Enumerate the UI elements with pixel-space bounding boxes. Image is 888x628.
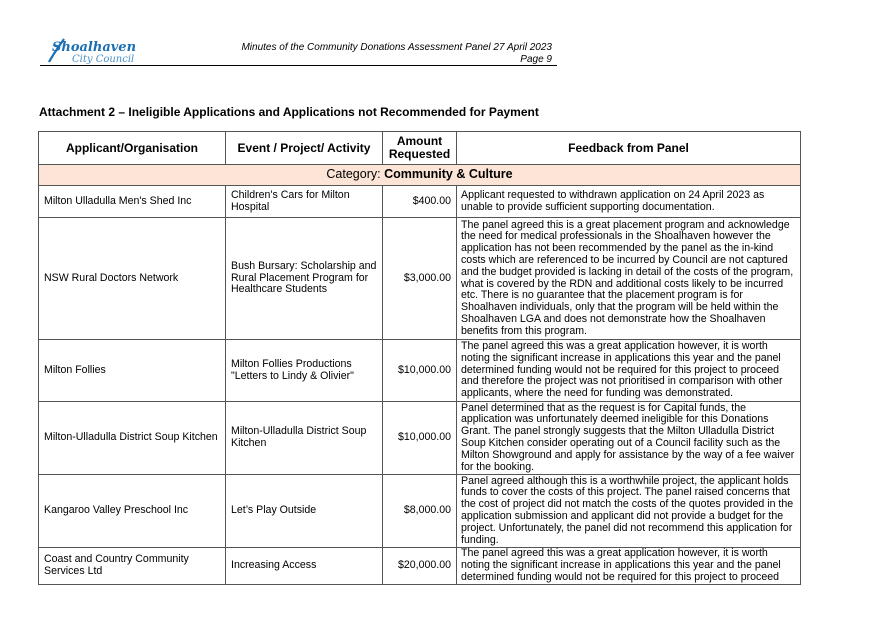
header-title: Minutes of the Community Donations Assessment Panel 27 April 2023 xyxy=(241,42,552,53)
applicant-cell: NSW Rural Doctors Network xyxy=(39,218,226,340)
event-cell: Let’s Play Outside xyxy=(226,475,383,548)
category-row xyxy=(39,165,801,186)
header-event: Event / Project/ Activity xyxy=(226,132,383,165)
event-cell: Children's Cars for Milton Hospital xyxy=(226,186,383,218)
feedback-cell: Panel agreed although this is a worthwhile project, the applicant holds funds to cover the costs of this project. The panel raised concerns that the cost of project did not match the costs of the quotes provided in the application submission and applicant did not provide a budget for the project. Unfortunately, the panel did not recommend this application for funding. xyxy=(457,475,801,548)
header-amount: Amount Requested xyxy=(383,132,457,165)
table-row xyxy=(39,548,801,585)
logo-text-bottom: City Council xyxy=(72,54,135,65)
feedback-cell: The panel agreed this was a great application however, it is worth noting the significant increase in applications this year and the panel determined funding would not be required for this project to proceed and therefore the project was not prioritised in comparison with other applicants, where the need for funding was demonstrated. xyxy=(457,340,801,402)
category-name: Community & Culture xyxy=(384,167,513,182)
amount-cell: $3,000.00 xyxy=(383,218,457,340)
logo-text-top: Shoalhaven xyxy=(52,40,137,55)
feedback-cell: Applicant requested to withdrawn application on 24 April 2023 as unable to provide sufficient supporting documentation. xyxy=(457,186,801,218)
attachment-title: Attachment 2 – Ineligible Applications and Applications not Recommended for Payment xyxy=(39,105,539,119)
amount-cell: $20,000.00 xyxy=(383,548,457,585)
category-cell xyxy=(39,165,801,186)
applicant-cell: Coast and Country Community Services Ltd xyxy=(39,548,226,585)
applicant-cell: Milton Ulladulla Men's Shed Inc xyxy=(39,186,226,218)
table-header-row xyxy=(39,132,801,165)
amount-cell: $8,000.00 xyxy=(383,475,457,548)
page-header xyxy=(241,42,552,66)
applicant-cell: Milton Follies xyxy=(39,340,226,402)
feedback-cell: Panel determined that as the request is for Capital funds, the application was unfortunately deemed ineligible for this Donations Grant. The panel strongly suggests that the Milton Ulladulla District Soup Kitchen consider operating out of a Council facility such as the Milton Showground and apply for assistance by the way of a fee waiver for the booking. xyxy=(457,402,801,475)
event-cell: Bush Bursary: Scholarship and Rural Placement Program for Healthcare Students xyxy=(226,218,383,340)
header-feedback: Feedback from Panel xyxy=(457,132,801,165)
amount-cell: $400.00 xyxy=(383,186,457,218)
table-row xyxy=(39,475,801,548)
feedback-cell: The panel agreed this is a great placement program and acknowledge the need for medical professionals in the Shoalhaven however the application has not been recommended by the panel as the in-kind costs which are referenced to be incurred by Council are not captured and the budget provided is lacking in detail of the costs of the program, what is covered by the RDN and additional costs likely to be incurred etc. There is no guarantee that the placement program is for Shoalhaven individuals, only that the program will be held within the Shoalhaven LGA and does not demonstrate how the Shoalhaven benefits from this program. xyxy=(457,218,801,340)
amount-cell: $10,000.00 xyxy=(383,340,457,402)
table-row xyxy=(39,402,801,475)
header-applicant: Applicant/Organisation xyxy=(39,132,226,165)
table-row xyxy=(39,218,801,340)
applications-table xyxy=(38,131,801,585)
table-row xyxy=(39,340,801,402)
shoalhaven-city-council-logo xyxy=(46,33,138,67)
header-page-number: Page 9 xyxy=(520,54,552,65)
event-cell: Increasing Access xyxy=(226,548,383,585)
table-row xyxy=(39,186,801,218)
feedback-cell: The panel agreed this was a great application however, it is worth noting the significant increase in applications this year and the panel determined funding would not be required for this project to proceed xyxy=(457,548,801,585)
event-cell: Milton Follies Productions "Letters to Lindy & Olivier" xyxy=(226,340,383,402)
category-label: Category: xyxy=(326,167,381,182)
applicant-cell: Kangaroo Valley Preschool Inc xyxy=(39,475,226,548)
event-cell: Milton-Ulladulla District Soup Kitchen xyxy=(226,402,383,475)
header-divider xyxy=(40,65,557,66)
applicant-cell: Milton-Ulladulla District Soup Kitchen xyxy=(39,402,226,475)
amount-cell: $10,000.00 xyxy=(383,402,457,475)
